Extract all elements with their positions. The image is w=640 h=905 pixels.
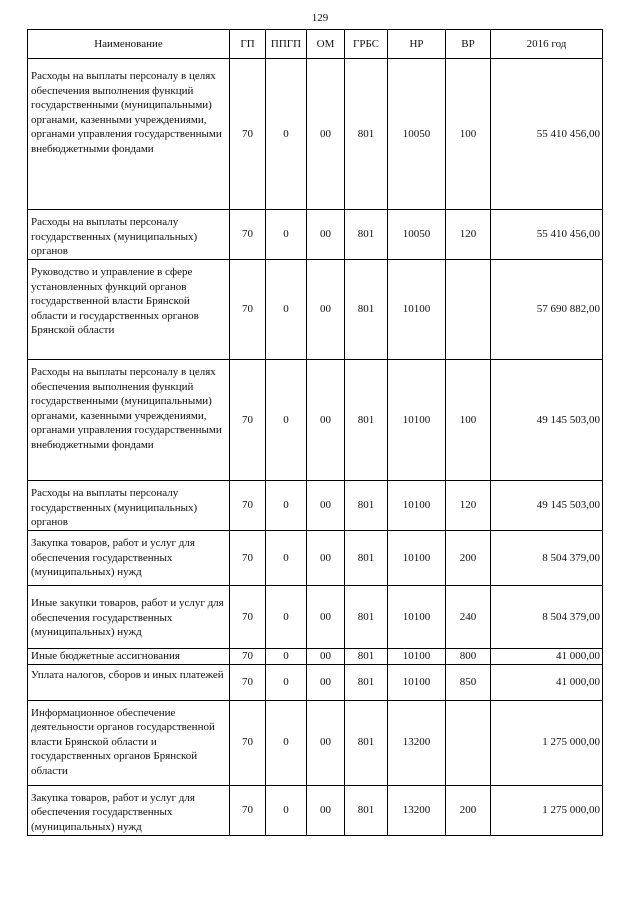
- row-name: Иные бюджетные ассигнования: [28, 649, 230, 665]
- cell-ppgp: 0: [266, 260, 307, 360]
- cell-amount: 49 145 503,00: [491, 481, 603, 531]
- budget-table: [27, 29, 603, 836]
- table-header-row: [28, 30, 603, 59]
- cell-om: 00: [307, 700, 345, 785]
- cell-amount: 55 410 456,00: [491, 210, 603, 260]
- table-row: [28, 481, 603, 531]
- cell-om: 00: [307, 664, 345, 700]
- cell-om: 00: [307, 785, 345, 835]
- cell-gp: 70: [230, 260, 266, 360]
- cell-om: 00: [307, 586, 345, 649]
- column-header-gp: ГП: [230, 30, 266, 59]
- row-name: Расходы на выплаты персоналу в целях обеспечения выполнения функций государственными (муниципальными) органами, казенными учреждениями, органами управления государственными внебюджетными фондами: [28, 59, 230, 210]
- cell-grbs: 801: [345, 481, 388, 531]
- cell-grbs: 801: [345, 649, 388, 665]
- cell-amount: 8 504 379,00: [491, 531, 603, 586]
- cell-nr: 10100: [388, 586, 446, 649]
- table-row: [28, 586, 603, 649]
- cell-ppgp: 0: [266, 649, 307, 665]
- column-header-ppgp: ППГП: [266, 30, 307, 59]
- cell-grbs: 801: [345, 210, 388, 260]
- cell-grbs: 801: [345, 700, 388, 785]
- column-header-grbs: ГРБС: [345, 30, 388, 59]
- cell-ppgp: 0: [266, 210, 307, 260]
- row-name: Расходы на выплаты персоналу в целях обеспечения выполнения функций государственными (муниципальными) органами, казенными учреждениями, органами управления государственными внебюджетными фондами: [28, 360, 230, 481]
- cell-vr: 120: [446, 481, 491, 531]
- cell-ppgp: 0: [266, 586, 307, 649]
- cell-vr: 800: [446, 649, 491, 665]
- cell-vr: 240: [446, 586, 491, 649]
- cell-grbs: 801: [345, 260, 388, 360]
- cell-gp: 70: [230, 785, 266, 835]
- cell-grbs: 801: [345, 664, 388, 700]
- cell-nr: 10100: [388, 360, 446, 481]
- column-header-om: ОМ: [307, 30, 345, 59]
- cell-gp: 70: [230, 360, 266, 481]
- row-name: Руководство и управление в сфере установленных функций органов государственной власти Брянской области и государственных органов Брянской области: [28, 260, 230, 360]
- cell-vr: 120: [446, 210, 491, 260]
- column-header-vr: ВР: [446, 30, 491, 59]
- cell-om: 00: [307, 210, 345, 260]
- column-header-name: Наименование: [28, 30, 230, 59]
- cell-gp: 70: [230, 59, 266, 210]
- cell-grbs: 801: [345, 59, 388, 210]
- row-name: Расходы на выплаты персоналу государственных (муниципальных) органов: [28, 210, 230, 260]
- row-name: Информационное обеспечение деятельности органов государственной власти Брянской области и государственных органов Брянской области: [28, 700, 230, 785]
- cell-ppgp: 0: [266, 531, 307, 586]
- cell-amount: 41 000,00: [491, 664, 603, 700]
- cell-nr: 10100: [388, 260, 446, 360]
- row-name: Закупка товаров, работ и услуг для обеспечения государственных (муниципальных) нужд: [28, 531, 230, 586]
- table-row: [28, 210, 603, 260]
- cell-amount: 41 000,00: [491, 649, 603, 665]
- table-row: [28, 664, 603, 700]
- cell-gp: 70: [230, 649, 266, 665]
- cell-gp: 70: [230, 481, 266, 531]
- cell-om: 00: [307, 531, 345, 586]
- row-name: Иные закупки товаров, работ и услуг для обеспечения государственных (муниципальных) нужд: [28, 586, 230, 649]
- cell-ppgp: 0: [266, 664, 307, 700]
- cell-nr: 10050: [388, 210, 446, 260]
- cell-nr: 10100: [388, 664, 446, 700]
- row-name: Уплата налогов, сборов и иных платежей: [28, 664, 230, 700]
- cell-grbs: 801: [345, 586, 388, 649]
- column-header-year-2016: 2016 год: [491, 30, 603, 59]
- cell-vr: [446, 700, 491, 785]
- cell-vr: 100: [446, 59, 491, 210]
- column-header-nr: НР: [388, 30, 446, 59]
- cell-om: 00: [307, 260, 345, 360]
- cell-amount: 55 410 456,00: [491, 59, 603, 210]
- cell-vr: 850: [446, 664, 491, 700]
- cell-grbs: 801: [345, 785, 388, 835]
- cell-amount: 57 690 882,00: [491, 260, 603, 360]
- cell-nr: 10050: [388, 59, 446, 210]
- row-name: Закупка товаров, работ и услуг для обеспечения государственных (муниципальных) нужд: [28, 785, 230, 835]
- row-name: Расходы на выплаты персоналу государственных (муниципальных) органов: [28, 481, 230, 531]
- cell-amount: 1 275 000,00: [491, 700, 603, 785]
- cell-om: 00: [307, 59, 345, 210]
- cell-vr: [446, 260, 491, 360]
- cell-vr: 200: [446, 531, 491, 586]
- cell-ppgp: 0: [266, 481, 307, 531]
- table-row: [28, 59, 603, 210]
- table-row: [28, 360, 603, 481]
- cell-gp: 70: [230, 210, 266, 260]
- cell-om: 00: [307, 360, 345, 481]
- cell-gp: 70: [230, 586, 266, 649]
- cell-amount: 8 504 379,00: [491, 586, 603, 649]
- table-row: [28, 700, 603, 785]
- table-row: [28, 785, 603, 835]
- table-row: [28, 649, 603, 665]
- cell-vr: 200: [446, 785, 491, 835]
- cell-grbs: 801: [345, 360, 388, 481]
- cell-vr: 100: [446, 360, 491, 481]
- cell-om: 00: [307, 481, 345, 531]
- cell-nr: 10100: [388, 531, 446, 586]
- cell-gp: 70: [230, 531, 266, 586]
- cell-nr: 10100: [388, 481, 446, 531]
- cell-ppgp: 0: [266, 59, 307, 210]
- cell-gp: 70: [230, 700, 266, 785]
- cell-nr: 10100: [388, 649, 446, 665]
- cell-ppgp: 0: [266, 700, 307, 785]
- cell-ppgp: 0: [266, 785, 307, 835]
- cell-nr: 13200: [388, 700, 446, 785]
- cell-ppgp: 0: [266, 360, 307, 481]
- cell-amount: 49 145 503,00: [491, 360, 603, 481]
- cell-nr: 13200: [388, 785, 446, 835]
- cell-grbs: 801: [345, 531, 388, 586]
- table-row: [28, 531, 603, 586]
- page-number: 129: [311, 12, 329, 24]
- cell-gp: 70: [230, 664, 266, 700]
- cell-om: 00: [307, 649, 345, 665]
- cell-amount: 1 275 000,00: [491, 785, 603, 835]
- table-row: [28, 260, 603, 360]
